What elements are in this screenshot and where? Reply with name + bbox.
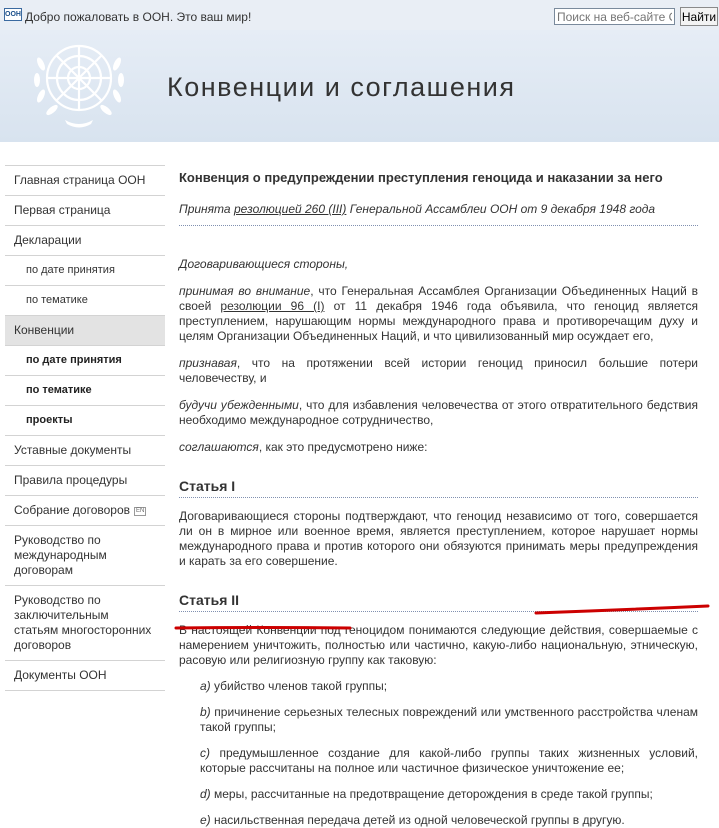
welcome-text: Добро пожаловать в ООН. Это ваш мир!	[25, 10, 252, 24]
main-content	[179, 170, 698, 828]
sidebar-item-label: Собрание договоров	[14, 503, 130, 517]
sidebar-item-declarations-by-topic[interactable]: по тематике	[5, 286, 165, 316]
article-1-title: Статья I	[179, 479, 698, 498]
article-1-text: Договаривающиеся стороны подтверждают, что геноцид независимо от того, совершается ли он в мирное или военное время, является преступлением, которое нарушает нормы международного права и против которого они обязуются принимать меры предупреждения и карать за его совершение.	[179, 509, 698, 568]
sidebar-item-first-page[interactable]: Первая страница	[5, 196, 165, 226]
search-input[interactable]	[554, 8, 675, 25]
list-item: e) насильственная передача детей из одной человеческой группы в другую.	[200, 813, 625, 827]
list-item: c) предумышленное создание для какой-либо группы таких жизненных условий, которые рассчитаны на полное или частичное физическое уничтожение ее;	[200, 746, 698, 775]
un-emblem-icon	[25, 34, 133, 134]
list-item: a) убийство членов такой группы;	[200, 679, 388, 693]
sidebar-item-final-clauses-handbook[interactable]: Руководство по заключительным статьям многосторонних договоров	[5, 586, 165, 661]
page-title-banner: Конвенции и соглашения	[167, 72, 516, 102]
sidebar-item-declarations[interactable]: Декларации	[5, 226, 165, 256]
sidebar-item-conventions-drafts[interactable]: проекты	[5, 406, 165, 436]
resolution-96-link[interactable]: резолюции 96 (I)	[220, 299, 325, 313]
preamble-paragraph-4: соглашаются, как это предусмотрено ниже:	[179, 440, 428, 454]
sidebar-item-treaty-collection[interactable]	[5, 496, 165, 526]
sidebar-item-conventions-by-date[interactable]: по дате принятия	[5, 346, 165, 376]
sidebar-item-conventions-by-topic[interactable]: по тематике	[5, 376, 165, 406]
sidebar-item-charter-documents[interactable]: Уставные документы	[5, 436, 165, 466]
search-button[interactable]: Найти	[680, 7, 718, 26]
sidebar-nav	[5, 165, 165, 691]
sidebar-item-declarations-by-date[interactable]: по дате принятия	[5, 256, 165, 286]
list-item: b) причинение серьезных телесных повреждений или умственного расстройства членам такой группы;	[200, 705, 698, 734]
preamble-intro: Договаривающиеся стороны,	[179, 257, 349, 271]
article-2-title: Статья II	[179, 593, 698, 612]
sidebar-item-un-documents[interactable]: Документы ООН	[5, 661, 165, 691]
english-badge-icon: EN	[136, 508, 145, 514]
sidebar-item-conventions[interactable]: Конвенции	[5, 316, 165, 346]
document-title: Конвенция о предупреждении преступления геноцида и наказании за него	[179, 170, 663, 185]
preamble-paragraph-2: признавая, что на протяжении всей истории геноцид приносил большие потери человечеству, и	[179, 356, 698, 385]
adoption-note: Принята резолюцией 260 (III) Генеральной Ассамблеи ООН от 9 декабря 1948 года	[179, 202, 698, 226]
preamble-paragraph-1: принимая во внимание, что Генеральная Ассамблея Организации Объединенных Наций в своей резолюции 96 (I) от 11 декабря 1946 года объявила, что геноцид является преступлением, нарушающим нормы международного права и противоречащим духу и целям Организации Объединенных Наций, и что цивилизованный мир осуждает его,	[179, 284, 699, 343]
un-small-logo[interactable]: ООН	[4, 8, 22, 21]
page-header	[0, 30, 719, 142]
resolution-260-link[interactable]: резолюцией 260 (III)	[233, 202, 347, 216]
article-2-text: В настоящей Конвенции под геноцидом понимаются следующие действия, совершаемые с намерением уничтожить, полностью или частично, какую-либо национальную, этническую, расовую или религиозную группу как таковую:	[179, 623, 698, 667]
sidebar-item-treaty-handbook[interactable]: Руководство по международным договорам	[5, 526, 165, 586]
list-item: d) меры, рассчитанные на предотвращение деторождения в среде такой группы;	[200, 787, 653, 801]
sidebar-item-un-home[interactable]: Главная страница ООН	[5, 166, 165, 196]
sidebar-item-rules-of-procedure[interactable]: Правила процедуры	[5, 466, 165, 496]
preamble-paragraph-3: будучи убежденными, что для избавления человечества от этого отвратительного бедствия необходимо международное сотрудничество,	[179, 398, 698, 427]
top-bar	[0, 0, 719, 31]
